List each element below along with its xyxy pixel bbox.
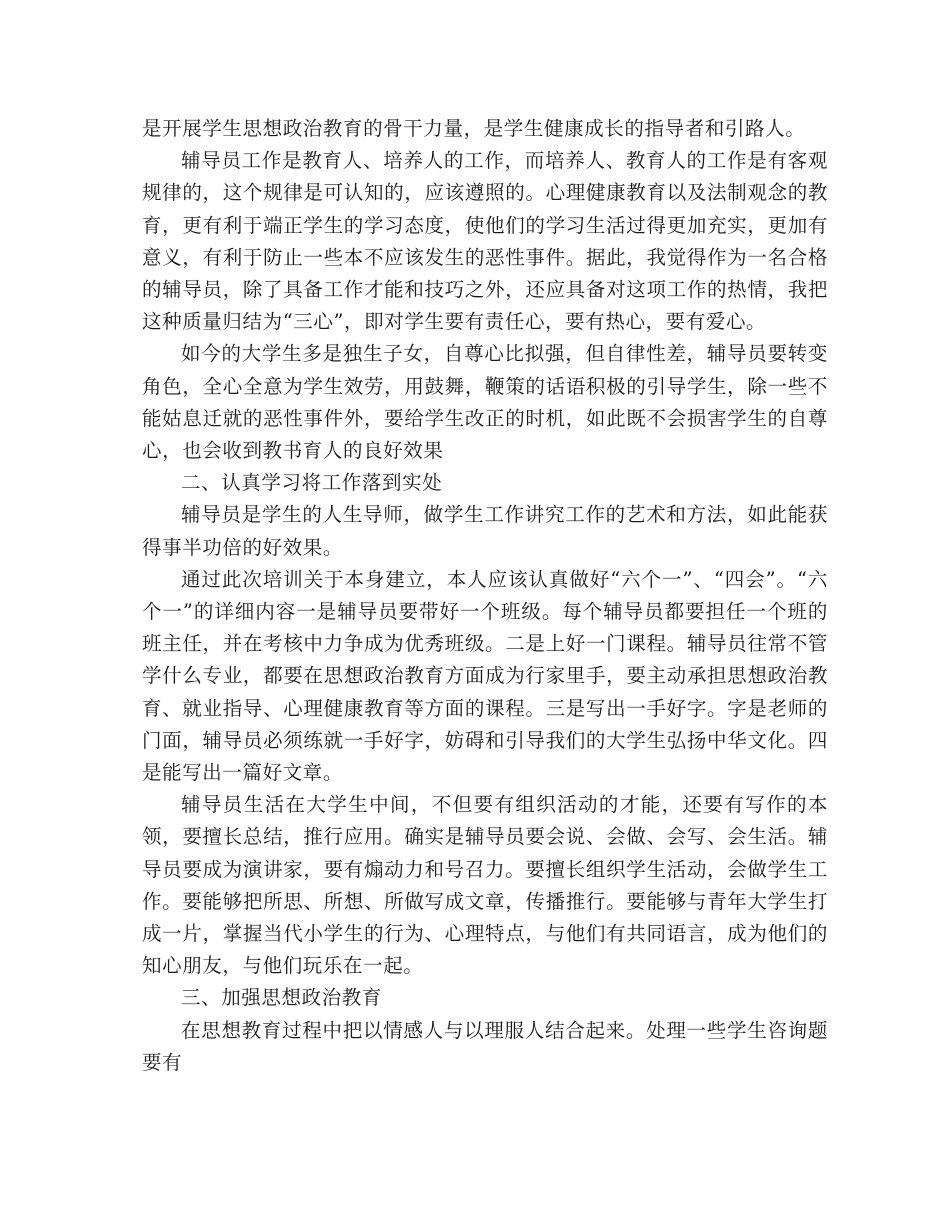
paragraph-life-mentor: 辅导员是学生的人生导师，做学生工作讲究工作的艺术和方法，如此能获得事半功倍的好效果。	[142, 503, 828, 559]
paragraph-continuation: 是开展学生思想政治教育的骨干力量，是学生健康成长的指导者和引路人。	[142, 117, 806, 140]
section-heading-3: 三、加强思想政治教育	[181, 986, 383, 1010]
paragraph-counselor-work: 辅导员工作是教育人、培养人的工作，而培养人、教育人的工作是有客观规律的，这个规律是可认知的，应该遵照的。心理健康教育以及法制观念的教育，更有利于端正学生的学习态度，使他们的学习生活过得更加充实，更加有意义，有利于防止一些本不应该发生的恶性事件。据此，我觉得作为一名合格的辅导员，除了具备工作才能和技巧之外，还应具备对这项工作的热情，我把这种质量归结为“三心”，即对学生要有责任心，要有热心，要有爱心。	[142, 149, 828, 334]
paragraph-counselor-life: 辅导员生活在大学生中间，不但要有组织活动的才能，还要有写作的本领，要擅长总结，推行应用。确实是辅导员要会说、会做、会写、会生活。辅导员要成为演讲家，要有煽动力和号召力。要擅长组织学生活动，会做学生工作。要能够把所思、所想、所做写成文章，传播推行。要能够与青年大学生打成一片，掌握当代小学生的行为、心理特点，与他们有共同语言，成为他们的知心朋友，与他们玩乐在一起。	[142, 793, 828, 978]
section-heading-2: 二、认真学习将工作落到实处	[181, 471, 443, 495]
paragraph-college-students: 如今的大学生多是独生子女，自尊心比拟强，但自律性差，辅导员要转变角色，全心全意为学生效劳，用鼓舞，鞭策的话语积极的引导学生，除一些不能姑息迁就的恶性事件外，要给学生改正的时机，如此既不会损害学生的自尊心，也会收到教书育人的良好效果	[142, 342, 828, 463]
paragraph-ideological-education: 在思想教育过程中把以情感人与以理服人结合起来。处理一些学生咨询题要有	[142, 1018, 828, 1074]
document-body	[142, 113, 828, 1079]
paragraph-six-ones: 通过此次培训关于本身建立，本人应该认真做好“六个一”、“四会”。“六个一”的详细内容一是辅导员要带好一个班级。每个辅导员都要担任一个班的班主任，并在考核中力争成为优秀班级。二是上好一门课程。辅导员往常不管学什么专业，都要在思想政治教育方面成为行家里手，要主动承担思想政治教育、就业指导、心理健康教育等方面的课程。三是写出一手好字。字是老师的门面，辅导员必须练就一手好字，妨碍和引导我们的大学生弘扬中华文化。四是能写出一篇好文章。	[142, 567, 828, 785]
